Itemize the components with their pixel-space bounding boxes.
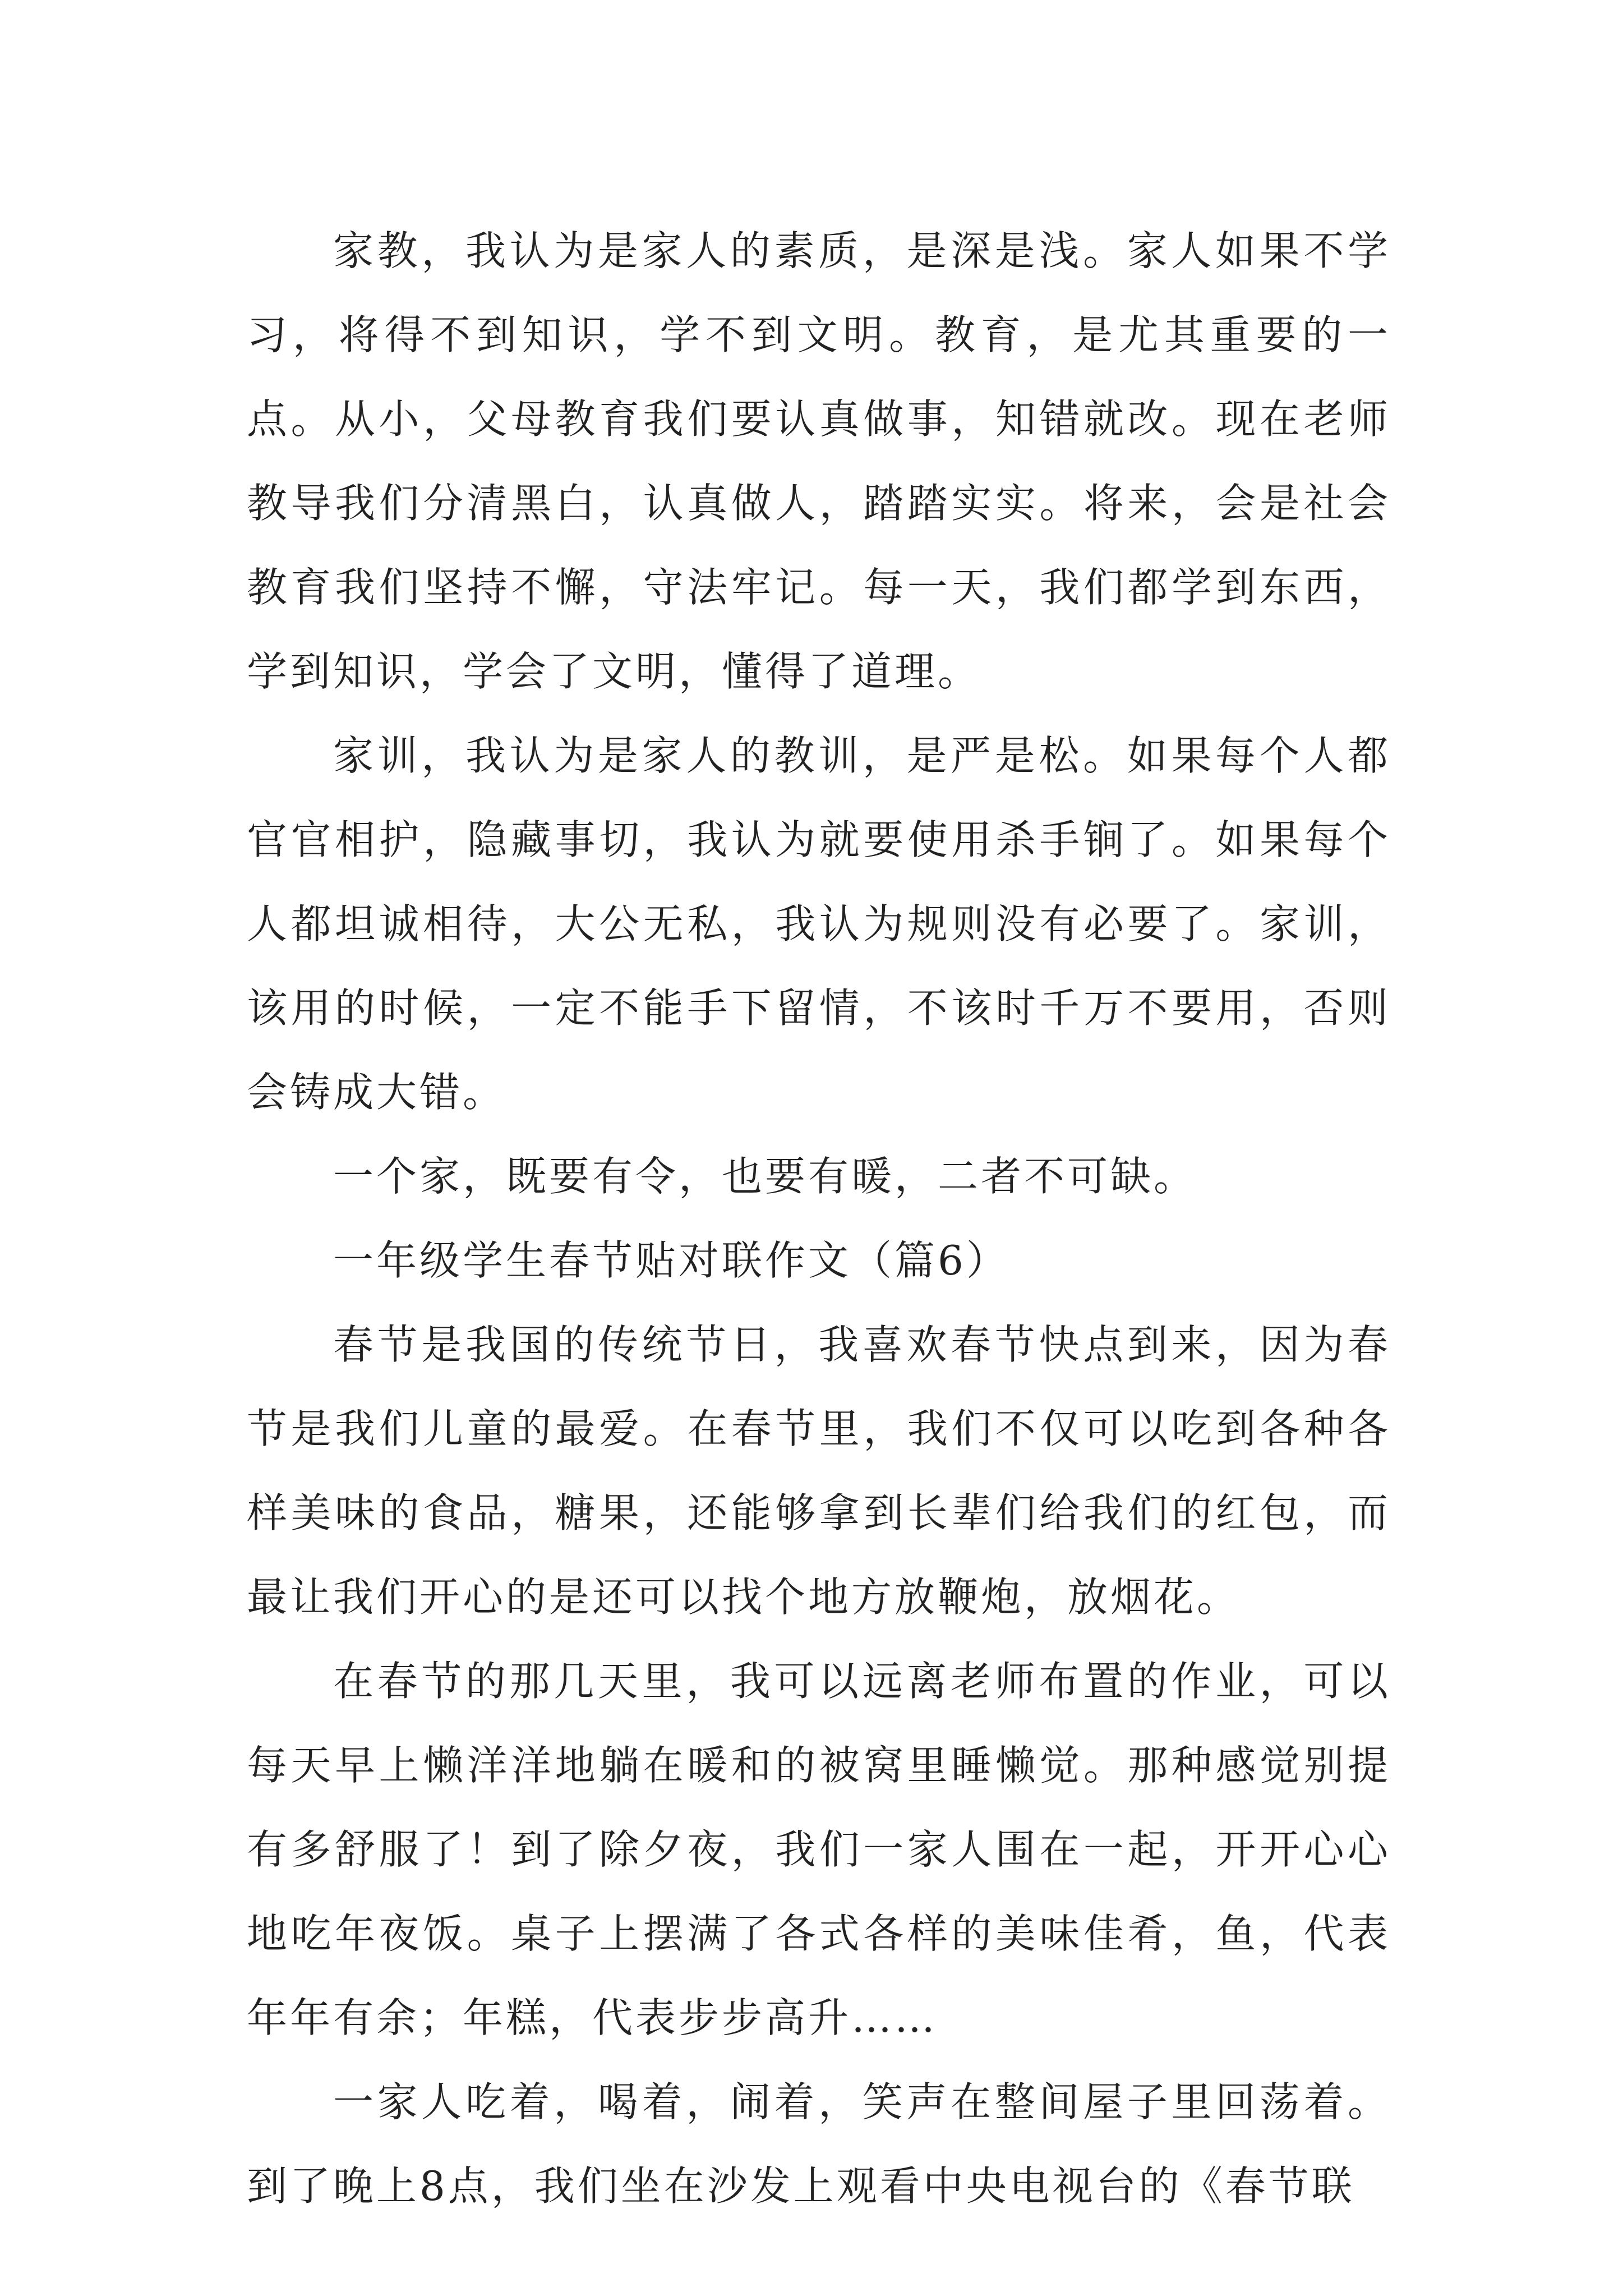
document-body [247,209,1391,2228]
paragraph-family-rules: 家训，我认为是家人的教训，是严是松。如果每个人都官官相护，隐藏事切，我认为就要使用杀手锏了。如果每个人都坦诚相待，大公无私，我认为规则没有必要了。家训，该用的时候，一定不能手下留情，不该时千万不要用，否则会铸成大错。 [247,732,1391,1116]
paragraph-new-year-eve: 在春节的那几天里，我可以远离老师布置的作业，可以每天早上懒洋洋地躺在暖和的被窝里睡懒觉。那种感觉别提有多舒服了！到了除夕夜，我们一家人围在一起，开开心心地吃年夜饭。桌子上摆满了各式各样的美味佳肴，鱼，代表年年有余；年糕，代表步步高升…… [247,1658,1391,2041]
paragraph-spring-festival-intro: 春节是我国的传统节日，我喜欢春节快点到来，因为春节是我们儿童的最爱。在春节里，我们不仅可以吃到各种各样美味的食品，糖果，还能够拿到长辈们给我们的红包，而最让我们开心的是还可以找个地方放鞭炮，放烟花。 [247,1321,1391,1621]
paragraph-family-gala: 一家人吃着，喝着，闹着，笑声在整间屋子里回荡着。到了晚上8点，我们坐在沙发上观看中央电视台的《春节联 [247,2078,1391,2210]
paragraph-family-education: 家教，我认为是家人的素质，是深是浅。家人如果不学习，将得不到知识，学不到文明。教育，是尤其重要的一点。从小，父母教育我们要认真做事，知错就改。现在老师教导我们分清黑白，认真做人，踏踏实实。将来，会是社会教育我们坚持不懈，守法牢记。每一天，我们都学到东西，学到知识，学会了文明，懂得了道理。 [247,227,1391,695]
section-heading: 一年级学生春节贴对联作文（篇6） [333,1237,1009,1284]
paragraph-family-summary: 一个家，既要有令，也要有暖，二者不可缺。 [333,1153,1197,1200]
